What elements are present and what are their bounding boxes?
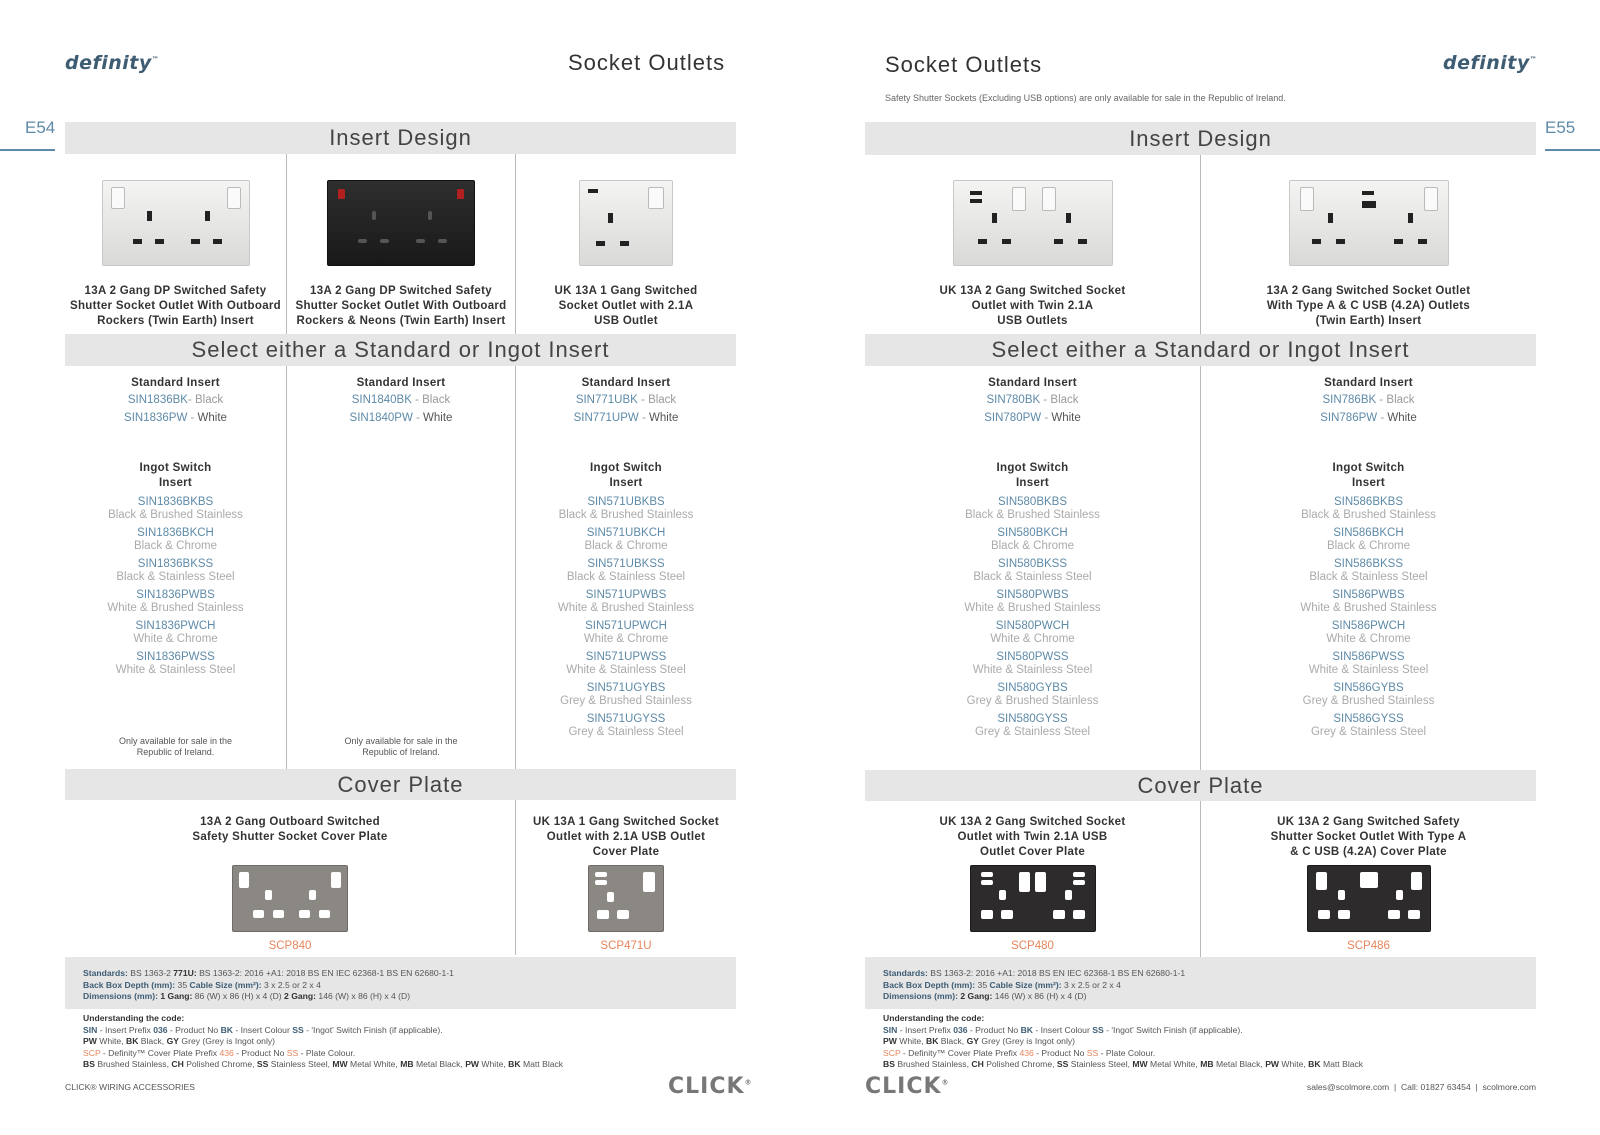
availability-note: Only available for sale in the Republic of Ireland. xyxy=(344,736,458,757)
ingot-finish: White & Brushed Stainless xyxy=(964,602,1101,614)
insert-options xyxy=(865,376,1200,739)
ingot-insert-heading: Ingot Switch Insert xyxy=(996,462,1069,489)
cover-name: UK 13A 1 Gang Switched Socket Outlet with 2.1A USB Outlet Cover Plate xyxy=(533,816,719,858)
ingot-finish: Black & Stainless Steel xyxy=(973,571,1092,583)
page-title: Socket Outlets xyxy=(885,52,1043,77)
ingot-finish: Grey & Brushed Stainless xyxy=(966,695,1099,707)
ingot-finish: Grey & Stainless Steel xyxy=(568,726,684,738)
page-number: E55 xyxy=(1545,118,1576,137)
ingot-code: SIN586PWCH xyxy=(1331,620,1406,632)
ingot-code: SIN571UBKBS xyxy=(587,496,665,508)
definity-logo: definity™ xyxy=(1443,52,1538,74)
ingot-code: SIN1836PWBS xyxy=(136,589,215,601)
product-card xyxy=(65,180,286,329)
ingot-code: SIN586BKBS xyxy=(1333,496,1404,508)
ingot-finish: Grey & Stainless Steel xyxy=(1310,726,1427,738)
ingot-finish: White & Chrome xyxy=(583,633,669,645)
ingot-finish: White & Brushed Stainless xyxy=(557,602,695,614)
availability-note: Safety Shutter Sockets (Excluding USB options) are only available for sale in the Republic of Ireland. xyxy=(885,93,1286,103)
standard-option: SIN1836PW - White xyxy=(124,412,227,424)
ingot-insert-heading: Ingot Switch Insert xyxy=(1332,462,1405,489)
right-page xyxy=(800,0,1600,1135)
product-name: 13A 2 Gang DP Switched Safety Shutter Socket Outlet With Outboard Rockers (Twin Earth) Insert xyxy=(69,285,281,327)
ingot-code: SIN1836PWSS xyxy=(136,651,215,663)
standard-insert-heading: Standard Insert xyxy=(581,377,671,389)
standard-insert-heading: Standard Insert xyxy=(988,377,1077,389)
product-card xyxy=(287,180,515,329)
ingot-code: SIN1836PWCH xyxy=(135,620,216,632)
specifications: Standards: BS 1363-2 771U: BS 1363-2: 2016 +A1: 2018 BS EN IEC 62368-1 BS EN 62680-1-1 Back Box Depth (mm): 35 Cable Size (mm²): 3 x 2.5 or 2 x 4 Dimensions (mm): 1 Gang: 86 (W) x 86 (H) x 4 (D) 2 Gang: 146 (W) x 86 (H) x 4 (D) xyxy=(65,957,736,1009)
ingot-code: SIN580GYBS xyxy=(997,682,1068,694)
ingot-finish: Grey & Brushed Stainless xyxy=(560,695,692,707)
ingot-code: SIN571UGYSS xyxy=(586,713,666,725)
ingot-code: SIN586BKSS xyxy=(1333,558,1404,570)
ingot-finish: White & Brushed Stainless xyxy=(1300,602,1437,614)
contact-footer: sales@scolmore.com | Call: 01827 63454 | scolmore.com xyxy=(1306,1082,1536,1092)
ingot-finish: Black & Brushed Stainless xyxy=(108,509,243,521)
cover-plate-image xyxy=(588,865,664,932)
footer-text: CLICK® WIRING ACCESSORIES xyxy=(65,1082,196,1092)
product-card xyxy=(1201,180,1536,329)
ingot-finish: Black & Brushed Stainless xyxy=(1301,509,1436,521)
ingot-finish: Black & Stainless Steel xyxy=(116,571,235,583)
insert-design-heading: Insert Design xyxy=(65,122,736,154)
standard-option: SIN1840PW - White xyxy=(349,412,453,424)
standard-option: SIN1840BK - Black xyxy=(351,394,451,406)
ingot-code: SIN586PWSS xyxy=(1332,651,1405,663)
code-legend: Understanding the code: SIN - Insert Prefix 036 - Product No BK - Insert Colour SS - 'Ingot' Switch Finish (if applicable). PW White, BK Black, GY Grey (Grey is Ingot only) SCP - Definity™ Cover Plate Prefix 436 - Product No SS - Plate Colour. BS Brushed Stainless, CH Polished Chrome, SS Stainless Steel, MW Metal White, MB Metal Black, PW White, BK Matt Black xyxy=(883,1013,1364,1069)
ingot-code: SIN580PWCH xyxy=(995,620,1070,632)
select-insert-heading: Select either a Standard or Ingot Insert xyxy=(65,334,736,366)
standard-insert-heading: Standard Insert xyxy=(1324,377,1413,389)
socket-insert-image xyxy=(327,180,475,266)
specifications: Standards: BS 1363-2: 2016 +A1: 2018 BS EN IEC 62368-1 BS EN 62680-1-1 Back Box Depth (mm): 35 Cable Size (mm²): 3 x 2.5 or 2 x 4 Dimensions (mm): 2 Gang: 146 (W) x 86 (H) x 4 (D) xyxy=(865,957,1536,1009)
cover-code: SCP486 xyxy=(1347,940,1390,952)
standard-option: SIN786PW - White xyxy=(1320,412,1417,424)
ingot-finish: Black & Brushed Stainless xyxy=(558,509,694,521)
cover-plate-image xyxy=(1307,865,1431,932)
ingot-finish: White & Stainless Steel xyxy=(972,664,1093,676)
product-card xyxy=(516,180,736,329)
product-name: 13A 2 Gang DP Switched Safety Shutter Socket Outlet With Outboard Rockers & Neons (Twin Earth) Insert xyxy=(295,285,507,327)
socket-insert-image xyxy=(102,180,250,266)
ingot-finish: Black & Brushed Stainless xyxy=(965,509,1100,521)
cover-code: SCP471U xyxy=(600,940,652,952)
cover-name: 13A 2 Gang Outboard Switched Safety Shutter Socket Cover Plate xyxy=(192,816,388,843)
ingot-finish: Black & Chrome xyxy=(1326,540,1411,552)
insert-options xyxy=(287,376,515,427)
ingot-code: SIN580BKBS xyxy=(997,496,1068,508)
insert-design-heading: Insert Design xyxy=(865,122,1536,155)
ingot-finish: Black & Stainless Steel xyxy=(566,571,686,583)
cover-card xyxy=(516,815,736,952)
standard-insert-heading: Standard Insert xyxy=(131,377,220,389)
ingot-finish: Black & Stainless Steel xyxy=(1309,571,1428,583)
ingot-finish: Grey & Brushed Stainless xyxy=(1302,695,1435,707)
click-logo: CLICK® xyxy=(668,1074,753,1099)
standard-option: SIN786BK - Black xyxy=(1322,394,1415,406)
availability-note: Only available for sale in the Republic of Ireland. xyxy=(118,736,233,757)
ingot-finish: Grey & Stainless Steel xyxy=(974,726,1091,738)
cover-name: UK 13A 2 Gang Switched Safety Shutter Socket Outlet With Type A & C USB (4.2A) Cover Plate xyxy=(1270,816,1467,858)
page-number: E54 xyxy=(25,118,56,137)
ingot-insert-heading: Ingot Switch Insert xyxy=(139,462,212,489)
ingot-code: SIN586GYSS xyxy=(1333,713,1404,725)
page-title: Socket Outlets xyxy=(568,50,726,75)
ingot-finish: Black & Chrome xyxy=(133,540,218,552)
ingot-finish: Black & Chrome xyxy=(584,540,668,552)
standard-option: SIN780BK - Black xyxy=(986,394,1079,406)
ingot-code: SIN580BKSS xyxy=(997,558,1068,570)
insert-options xyxy=(1201,376,1536,739)
ingot-finish: White & Stainless Steel xyxy=(1308,664,1429,676)
standard-option: SIN1836BK- Black xyxy=(127,394,224,406)
ingot-code: SIN1836BKSS xyxy=(137,558,214,570)
product-name: 13A 2 Gang Switched Socket Outlet With Type A & C USB (4.2A) Outlets (Twin Earth) Insert xyxy=(1266,285,1471,327)
page-number-rule xyxy=(0,149,55,151)
ingot-code: SIN1836BKCH xyxy=(137,527,214,539)
ingot-finish: Black & Chrome xyxy=(990,540,1075,552)
cover-plate-image xyxy=(970,865,1096,932)
cover-plate-heading: Cover Plate xyxy=(865,770,1536,801)
page-number-rule xyxy=(1545,149,1600,151)
ingot-code: SIN571UBKSS xyxy=(587,558,665,570)
ingot-code: SIN580PWSS xyxy=(996,651,1069,663)
cover-code: SCP840 xyxy=(268,940,312,952)
standard-option: SIN771UBK - Black xyxy=(575,394,677,406)
click-logo: CLICK® xyxy=(865,1074,950,1099)
ingot-code: SIN586GYBS xyxy=(1333,682,1404,694)
ingot-code: SIN571UGYBS xyxy=(586,682,666,694)
standard-option: SIN780PW - White xyxy=(984,412,1081,424)
standard-insert-heading: Standard Insert xyxy=(356,377,446,389)
cover-code: SCP480 xyxy=(1011,940,1054,952)
code-legend: Understanding the code: SIN - Insert Prefix 036 - Product No BK - Insert Colour SS - 'Ingot' Switch Finish (if applicable). PW White, BK Black, GY Grey (Grey is Ingot only) SCP - Definity™ Cover Plate Prefix 436 - Product No SS - Plate Colour. BS Brushed Stainless, CH Polished Chrome, SS Stainless Steel, MW Metal White, MB Metal Black, PW White, BK Matt Black xyxy=(83,1013,564,1069)
ingot-finish: White & Chrome xyxy=(1326,633,1411,645)
definity-logo: definity™ xyxy=(65,52,160,74)
ingot-code: SIN586PWBS xyxy=(1332,589,1405,601)
ingot-finish: White & Chrome xyxy=(990,633,1075,645)
ingot-finish: White & Brushed Stainless xyxy=(107,602,244,614)
ingot-code: SIN1836BKBS xyxy=(137,496,214,508)
insert-options xyxy=(516,376,736,739)
standard-option: SIN771UPW - White xyxy=(573,412,679,424)
cover-card xyxy=(865,815,1200,952)
product-card xyxy=(865,180,1200,329)
product-name: UK 13A 1 Gang Switched Socket Outlet with 2.1A USB Outlet xyxy=(554,285,698,327)
ingot-code: SIN571UPWBS xyxy=(585,589,667,601)
cover-plate-heading: Cover Plate xyxy=(65,769,736,800)
ingot-finish: White & Stainless Steel xyxy=(566,664,686,676)
cover-card xyxy=(65,815,515,952)
ingot-code: SIN571UPWCH xyxy=(585,620,667,632)
insert-options xyxy=(65,376,286,677)
cover-card xyxy=(1201,815,1536,952)
ingot-code: SIN571UPWSS xyxy=(585,651,667,663)
ingot-code: SIN580PWBS xyxy=(996,589,1069,601)
socket-insert-image xyxy=(579,180,673,266)
socket-insert-image xyxy=(1289,180,1449,266)
product-name: UK 13A 2 Gang Switched Socket Outlet with Twin 2.1A USB Outlets xyxy=(939,285,1126,327)
cover-name: UK 13A 2 Gang Switched Socket Outlet with Twin 2.1A USB Outlet Cover Plate xyxy=(939,816,1126,858)
select-insert-heading: Select either a Standard or Ingot Insert xyxy=(865,334,1536,366)
ingot-code: SIN580BKCH xyxy=(997,527,1068,539)
ingot-finish: White & Stainless Steel xyxy=(115,664,236,676)
ingot-code: SIN580GYSS xyxy=(997,713,1068,725)
ingot-finish: White & Chrome xyxy=(133,633,218,645)
ingot-code: SIN586BKCH xyxy=(1333,527,1404,539)
ingot-code: SIN571UBKCH xyxy=(586,527,666,539)
socket-insert-image xyxy=(953,180,1113,266)
cover-plate-image xyxy=(232,865,348,932)
ingot-insert-heading: Ingot Switch Insert xyxy=(590,462,662,489)
